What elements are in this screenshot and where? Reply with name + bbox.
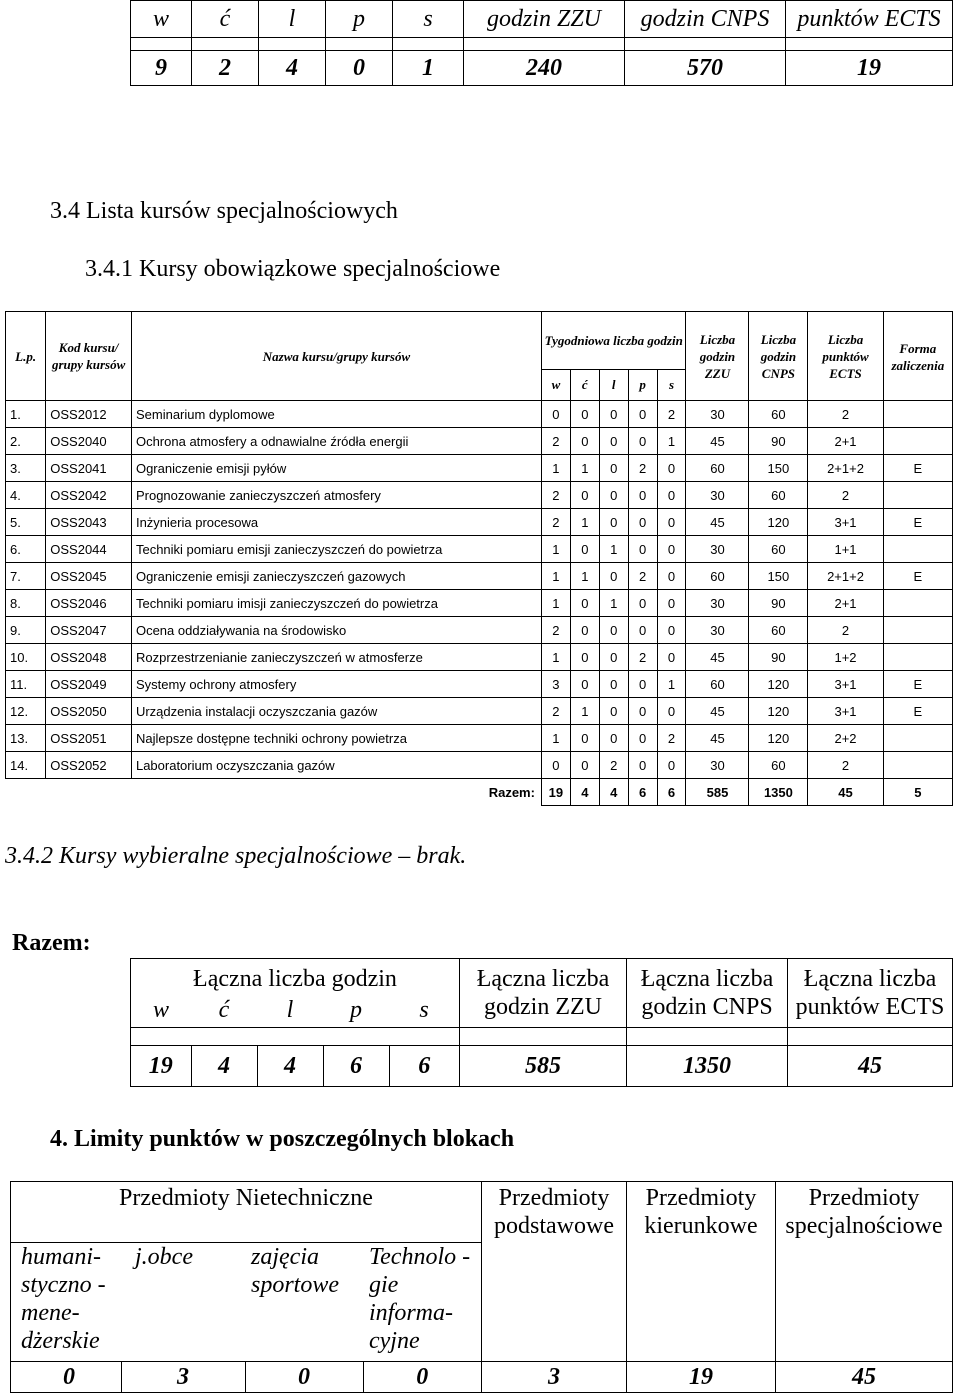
header-c: ć	[192, 1, 259, 38]
row-ects: 2+1+2	[808, 455, 883, 482]
row-p: 0	[628, 671, 657, 698]
value-s: 1	[393, 51, 464, 86]
row-s: 0	[657, 509, 686, 536]
row-name: Systemy ochrony atmosfery	[131, 671, 541, 698]
row-l: 0	[599, 725, 628, 752]
table-row	[6, 455, 953, 482]
razem-cnps-label: Łączna liczba godzin CNPS	[627, 959, 788, 1028]
table-row	[6, 428, 953, 455]
row-l: 0	[599, 401, 628, 428]
row-w: 2	[541, 428, 570, 455]
row-name: Prognozowanie zanieczyszczeń atmosfery	[131, 482, 541, 509]
total-zzu: 585	[686, 779, 749, 806]
row-cnps: 90	[749, 428, 808, 455]
row-l: 0	[599, 671, 628, 698]
value-c: 2	[192, 51, 259, 86]
col-ects: Liczba punktów ECTS	[808, 312, 883, 401]
heading-3-4-2: 3.4.2 Kursy wybieralne specjalnościowe – brak.	[5, 843, 467, 869]
row-c: 0	[570, 482, 599, 509]
row-code: OSS2043	[46, 509, 132, 536]
row-zzu: 30	[686, 617, 749, 644]
value-w: 9	[131, 51, 192, 86]
table-row	[6, 725, 953, 752]
table-row	[6, 617, 953, 644]
row-cnps: 60	[749, 401, 808, 428]
row-form	[883, 644, 952, 671]
table-row	[6, 563, 953, 590]
row-c: 0	[570, 671, 599, 698]
row-l: 0	[599, 509, 628, 536]
row-zzu: 45	[686, 698, 749, 725]
row-s: 0	[657, 482, 686, 509]
row-name: Ograniczenie emisji zanieczyszczeń gazowych	[131, 563, 541, 590]
razem-hours-label: Łączna liczba godzin	[131, 959, 460, 994]
row-code: OSS2048	[46, 644, 132, 671]
razem-val-ects: 45	[788, 1046, 953, 1087]
col-lp: L.p.	[6, 312, 46, 401]
row-name: Najlepsze dostępne techniki ochrony powietrza	[131, 725, 541, 752]
col-cnps: Liczba godzin CNPS	[749, 312, 808, 401]
row-ects: 3+1	[808, 671, 883, 698]
row-name: Laboratorium oczyszczania gazów	[131, 752, 541, 779]
course-table-body	[6, 401, 953, 779]
razem-zzu-label: Łączna liczba godzin ZZU	[460, 959, 627, 1028]
row-form: E	[883, 698, 952, 725]
row-form	[883, 590, 952, 617]
row-code: OSS2050	[46, 698, 132, 725]
row-lp: 1.	[6, 401, 46, 428]
row-cnps: 90	[749, 644, 808, 671]
value-cnps: 570	[625, 51, 786, 86]
razem-table	[130, 958, 953, 1087]
row-lp: 5.	[6, 509, 46, 536]
row-code: OSS2047	[46, 617, 132, 644]
header-w: w	[131, 1, 192, 38]
row-cnps: 60	[749, 536, 808, 563]
row-form: E	[883, 671, 952, 698]
row-ects: 2+2	[808, 725, 883, 752]
total-c: 4	[570, 779, 599, 806]
row-lp: 11.	[6, 671, 46, 698]
row-name: Techniki pomiaru imisji zanieczyszczeń do powietrza	[131, 590, 541, 617]
razem-c: ć	[191, 993, 257, 1028]
limits-val-sport: 0	[245, 1362, 363, 1393]
row-zzu: 45	[686, 509, 749, 536]
heading-3-4-1: 3.4.1 Kursy obowiązkowe specjalnościowe	[85, 256, 501, 282]
col-p: p	[628, 369, 657, 400]
table-row	[6, 401, 953, 428]
row-p: 2	[628, 644, 657, 671]
heading-4: 4. Limity punktów w poszczególnych blokach	[50, 1126, 515, 1152]
total-ects: 45	[808, 779, 883, 806]
total-w: 19	[541, 779, 570, 806]
row-ects: 2+1	[808, 428, 883, 455]
row-ects: 2+1+2	[808, 563, 883, 590]
value-l: 4	[259, 51, 326, 86]
row-w: 2	[541, 509, 570, 536]
limits-table	[10, 1181, 953, 1393]
row-w: 2	[541, 617, 570, 644]
total-p: 6	[628, 779, 657, 806]
razem-val-l: 4	[257, 1046, 323, 1087]
razem-w: w	[131, 993, 192, 1028]
row-code: OSS2041	[46, 455, 132, 482]
row-name: Ograniczenie emisji pyłów	[131, 455, 541, 482]
row-cnps: 120	[749, 725, 808, 752]
row-code: OSS2042	[46, 482, 132, 509]
table-row	[6, 644, 953, 671]
razem-p: p	[323, 993, 389, 1028]
row-name: Ocena oddziaływania na środowisko	[131, 617, 541, 644]
row-l: 0	[599, 698, 628, 725]
row-cnps: 150	[749, 563, 808, 590]
limits-kier: Przedmioty kierunkowe	[627, 1182, 776, 1362]
row-ects: 3+1	[808, 698, 883, 725]
razem-val-p: 6	[323, 1046, 389, 1087]
row-c: 1	[570, 509, 599, 536]
row-w: 0	[541, 752, 570, 779]
row-c: 0	[570, 617, 599, 644]
row-zzu: 45	[686, 428, 749, 455]
row-form	[883, 725, 952, 752]
limits-val-hum: 0	[11, 1362, 122, 1393]
row-cnps: 90	[749, 590, 808, 617]
row-s: 0	[657, 536, 686, 563]
header-cnps: godzin CNPS	[625, 1, 786, 38]
row-form: E	[883, 563, 952, 590]
row-l: 2	[599, 752, 628, 779]
row-zzu: 45	[686, 644, 749, 671]
col-l: l	[599, 369, 628, 400]
row-c: 0	[570, 725, 599, 752]
header-ects: punktów ECTS	[786, 1, 953, 38]
row-p: 0	[628, 725, 657, 752]
row-lp: 12.	[6, 698, 46, 725]
row-name: Urządzenia instalacji oczyszczania gazów	[131, 698, 541, 725]
row-code: OSS2045	[46, 563, 132, 590]
row-s: 1	[657, 671, 686, 698]
row-ects: 2	[808, 482, 883, 509]
row-c: 1	[570, 698, 599, 725]
row-s: 2	[657, 725, 686, 752]
value-zzu: 240	[464, 51, 625, 86]
row-l: 0	[599, 455, 628, 482]
razem-ects-label: Łączna liczba punktów ECTS	[788, 959, 953, 1028]
row-form	[883, 482, 952, 509]
row-s: 1	[657, 428, 686, 455]
row-s: 0	[657, 698, 686, 725]
top-summary-table	[130, 0, 953, 86]
course-table	[5, 311, 953, 806]
row-p: 0	[628, 590, 657, 617]
row-name: Rozprzestrzenianie zanieczyszczeń w atmosferze	[131, 644, 541, 671]
razem-val-s: 6	[389, 1046, 460, 1087]
limits-tech: Technolo -gie informa-cyjne	[363, 1243, 482, 1362]
row-c: 0	[570, 644, 599, 671]
row-code: OSS2044	[46, 536, 132, 563]
row-zzu: 60	[686, 671, 749, 698]
row-l: 0	[599, 563, 628, 590]
row-cnps: 120	[749, 698, 808, 725]
row-w: 1	[541, 455, 570, 482]
table-row	[6, 509, 953, 536]
row-l: 0	[599, 644, 628, 671]
col-code: Kod kursu/ grupy kursów	[46, 312, 132, 401]
col-s: s	[657, 369, 686, 400]
row-l: 0	[599, 617, 628, 644]
row-form: E	[883, 509, 952, 536]
table-row	[6, 671, 953, 698]
row-s: 0	[657, 644, 686, 671]
total-s: 6	[657, 779, 686, 806]
value-ects: 19	[786, 51, 953, 86]
row-p: 0	[628, 482, 657, 509]
row-s: 0	[657, 590, 686, 617]
row-code: OSS2052	[46, 752, 132, 779]
row-s: 0	[657, 617, 686, 644]
row-cnps: 60	[749, 617, 808, 644]
row-cnps: 60	[749, 482, 808, 509]
row-lp: 14.	[6, 752, 46, 779]
total-row	[6, 779, 953, 806]
total-label: Razem:	[6, 779, 542, 806]
header-p: p	[326, 1, 393, 38]
row-c: 1	[570, 563, 599, 590]
table-row	[6, 752, 953, 779]
row-w: 1	[541, 644, 570, 671]
row-lp: 4.	[6, 482, 46, 509]
row-lp: 3.	[6, 455, 46, 482]
row-ects: 2	[808, 752, 883, 779]
row-l: 0	[599, 428, 628, 455]
row-ects: 1+2	[808, 644, 883, 671]
row-name: Inżynieria procesowa	[131, 509, 541, 536]
row-l: 1	[599, 590, 628, 617]
row-p: 0	[628, 536, 657, 563]
razem-val-c: 4	[191, 1046, 257, 1087]
row-form: E	[883, 455, 952, 482]
col-form: Forma zaliczenia	[883, 312, 952, 401]
row-form	[883, 752, 952, 779]
row-s: 0	[657, 455, 686, 482]
row-lp: 13.	[6, 725, 46, 752]
row-lp: 8.	[6, 590, 46, 617]
row-s: 0	[657, 563, 686, 590]
row-code: OSS2046	[46, 590, 132, 617]
row-p: 0	[628, 428, 657, 455]
limits-spec: Przedmioty specjalnościowe	[776, 1182, 953, 1362]
row-zzu: 30	[686, 752, 749, 779]
col-zzu: Liczba godzin ZZU	[686, 312, 749, 401]
row-l: 1	[599, 536, 628, 563]
row-zzu: 60	[686, 563, 749, 590]
row-w: 1	[541, 725, 570, 752]
heading-3-4: 3.4 Lista kursów specjalnościowych	[50, 198, 398, 224]
row-zzu: 30	[686, 590, 749, 617]
row-p: 0	[628, 509, 657, 536]
razem-val-w: 19	[131, 1046, 192, 1087]
limits-podst: Przedmioty podstawowe	[482, 1182, 627, 1362]
row-w: 0	[541, 401, 570, 428]
row-form	[883, 401, 952, 428]
row-w: 1	[541, 563, 570, 590]
row-w: 2	[541, 482, 570, 509]
row-lp: 10.	[6, 644, 46, 671]
limits-sport: zajęcia sportowe	[245, 1243, 363, 1362]
row-ects: 2+1	[808, 590, 883, 617]
row-p: 0	[628, 752, 657, 779]
row-c: 0	[570, 590, 599, 617]
total-form: 5	[883, 779, 952, 806]
row-w: 3	[541, 671, 570, 698]
header-l: l	[259, 1, 326, 38]
row-zzu: 30	[686, 401, 749, 428]
col-c: ć	[570, 369, 599, 400]
row-c: 1	[570, 455, 599, 482]
header-s: s	[393, 1, 464, 38]
razem-val-cnps: 1350	[627, 1046, 788, 1087]
row-cnps: 150	[749, 455, 808, 482]
table-row	[6, 698, 953, 725]
row-ects: 2	[808, 617, 883, 644]
row-name: Techniki pomiaru emisji zanieczyszczeń do powietrza	[131, 536, 541, 563]
row-code: OSS2051	[46, 725, 132, 752]
col-weekly: Tygodniowa liczba godzin	[541, 312, 686, 370]
col-name: Nazwa kursu/grupy kursów	[131, 312, 541, 401]
header-zzu: godzin ZZU	[464, 1, 625, 38]
table-row	[6, 536, 953, 563]
row-code: OSS2049	[46, 671, 132, 698]
total-cnps: 1350	[749, 779, 808, 806]
row-zzu: 30	[686, 536, 749, 563]
razem-val-zzu: 585	[460, 1046, 627, 1087]
row-ects: 2	[808, 401, 883, 428]
row-code: OSS2040	[46, 428, 132, 455]
row-p: 0	[628, 401, 657, 428]
row-cnps: 120	[749, 671, 808, 698]
limits-nietech: Przedmioty Nietechniczne	[11, 1182, 482, 1243]
row-name: Seminarium dyplomowe	[131, 401, 541, 428]
row-p: 2	[628, 455, 657, 482]
limits-val-spec: 45	[776, 1362, 953, 1393]
razem-heading: Razem:	[12, 930, 91, 956]
row-s: 2	[657, 401, 686, 428]
razem-l: l	[257, 993, 323, 1028]
limits-hum: humani-styczno - mene-dżerskie	[11, 1243, 122, 1362]
row-c: 0	[570, 536, 599, 563]
table-row	[6, 590, 953, 617]
row-form	[883, 428, 952, 455]
row-cnps: 120	[749, 509, 808, 536]
row-form	[883, 536, 952, 563]
row-ects: 3+1	[808, 509, 883, 536]
row-w: 1	[541, 590, 570, 617]
row-form	[883, 617, 952, 644]
row-c: 0	[570, 752, 599, 779]
row-p: 2	[628, 563, 657, 590]
row-l: 0	[599, 482, 628, 509]
row-c: 0	[570, 428, 599, 455]
row-ects: 1+1	[808, 536, 883, 563]
col-w: w	[541, 369, 570, 400]
row-lp: 6.	[6, 536, 46, 563]
table-row	[6, 482, 953, 509]
row-lp: 9.	[6, 617, 46, 644]
row-p: 0	[628, 698, 657, 725]
razem-s: s	[389, 993, 460, 1028]
limits-val-jobce: 3	[121, 1362, 245, 1393]
value-p: 0	[326, 51, 393, 86]
row-zzu: 30	[686, 482, 749, 509]
row-c: 0	[570, 401, 599, 428]
row-lp: 7.	[6, 563, 46, 590]
row-s: 0	[657, 752, 686, 779]
total-l: 4	[599, 779, 628, 806]
row-zzu: 45	[686, 725, 749, 752]
limits-jobce: j.obce	[121, 1243, 245, 1362]
limits-val-tech: 0	[363, 1362, 482, 1393]
limits-val-podst: 3	[482, 1362, 627, 1393]
row-w: 1	[541, 536, 570, 563]
row-name: Ochrona atmosfery a odnawialne źródła energii	[131, 428, 541, 455]
row-cnps: 60	[749, 752, 808, 779]
limits-val-kier: 19	[627, 1362, 776, 1393]
row-zzu: 60	[686, 455, 749, 482]
row-lp: 2.	[6, 428, 46, 455]
row-code: OSS2012	[46, 401, 132, 428]
row-p: 0	[628, 617, 657, 644]
row-w: 2	[541, 698, 570, 725]
